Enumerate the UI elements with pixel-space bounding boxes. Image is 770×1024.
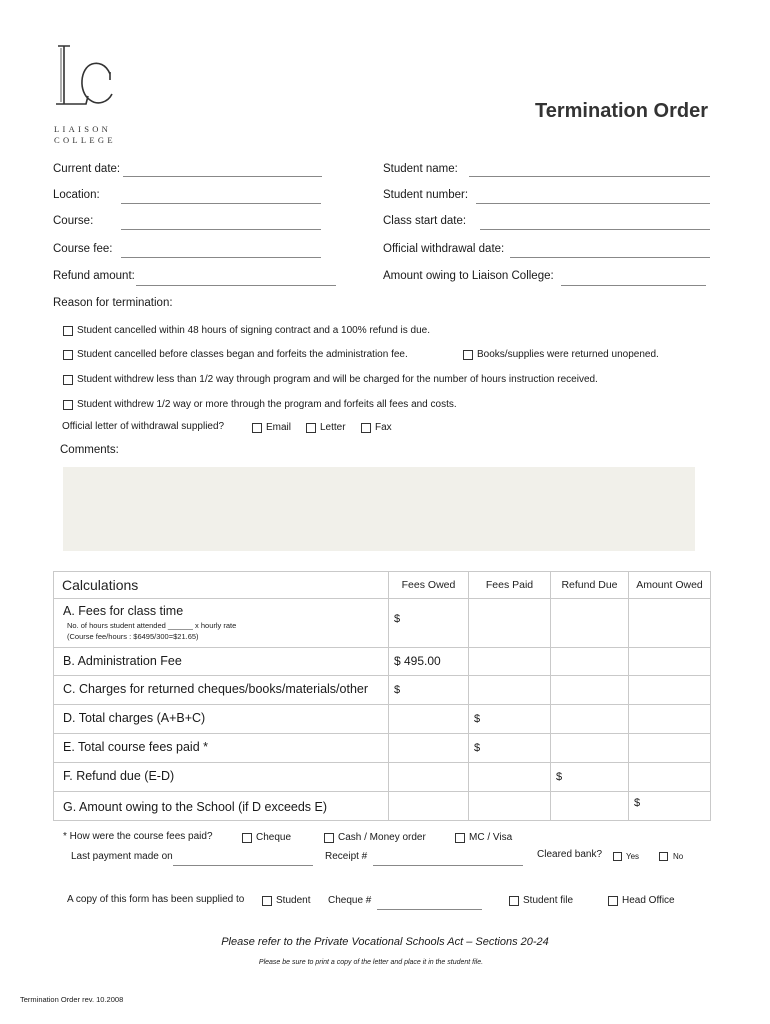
- reason-checkbox-2[interactable]: [63, 350, 73, 360]
- row-g-refund[interactable]: [551, 792, 629, 821]
- table-row: [54, 792, 711, 821]
- row-b-paid[interactable]: [469, 648, 551, 676]
- letter-label: Official letter of withdrawal supplied?: [62, 421, 225, 432]
- calculations-table: [53, 571, 711, 821]
- calc-header-refund-due: Refund Due: [551, 572, 629, 599]
- cleared-no-checkbox[interactable]: [659, 852, 668, 861]
- amount-owing-field[interactable]: [561, 285, 706, 286]
- student-number-field[interactable]: [476, 203, 710, 204]
- payment-cash-checkbox[interactable]: [324, 833, 334, 843]
- books-returned-checkbox[interactable]: [463, 350, 473, 360]
- payment-mcvisa-checkbox[interactable]: [455, 833, 465, 843]
- liaison-college-logo: [52, 42, 116, 116]
- reason-option-1: Student cancelled within 48 hours of signing contract and a 100% refund is due.: [77, 325, 431, 336]
- table-row: [54, 599, 711, 648]
- calc-header-fees-paid: Fees Paid: [469, 572, 551, 599]
- student-number-label: Student number:: [383, 189, 469, 201]
- row-c-amount[interactable]: [629, 676, 711, 705]
- payment-cheque-label: Cheque: [256, 832, 292, 843]
- row-d-amount[interactable]: [629, 705, 711, 734]
- row-f-label: F. Refund due (E-D): [63, 769, 175, 783]
- official-withdrawal-date-label: Official withdrawal date:: [383, 243, 505, 255]
- row-f-refund[interactable]: $: [556, 771, 563, 783]
- copy-student-file-label: Student file: [523, 895, 574, 906]
- current-date-label: Current date:: [53, 163, 121, 175]
- last-payment-field[interactable]: [173, 865, 313, 866]
- copy-head-office-checkbox[interactable]: [608, 896, 618, 906]
- course-label: Course:: [53, 215, 94, 227]
- row-b-owed[interactable]: $ 495.00: [394, 654, 441, 668]
- letter-email-checkbox[interactable]: [252, 423, 262, 433]
- location-label: Location:: [53, 189, 100, 201]
- act-reference: Please refer to the Private Vocational Schools Act – Sections 20-24: [221, 936, 549, 948]
- receipt-field[interactable]: [373, 865, 523, 866]
- copy-label: A copy of this form has been supplied to: [67, 894, 245, 905]
- row-a-owed[interactable]: $: [394, 613, 401, 625]
- table-row: [54, 676, 711, 705]
- logo-line2: COLLEGE: [54, 135, 116, 145]
- reason-checkbox-3[interactable]: [63, 375, 73, 385]
- row-c-owed[interactable]: $: [394, 684, 401, 696]
- calc-header-title: Calculations: [54, 572, 389, 599]
- row-e-owed[interactable]: [389, 734, 469, 763]
- row-c-refund[interactable]: [551, 676, 629, 705]
- letter-email-label: Email: [266, 422, 292, 433]
- course-fee-field[interactable]: [121, 257, 321, 258]
- class-start-date-label: Class start date:: [383, 215, 467, 227]
- letter-fax-checkbox[interactable]: [361, 423, 371, 433]
- row-c-paid[interactable]: [469, 676, 551, 705]
- row-e-refund[interactable]: [551, 734, 629, 763]
- copy-student-checkbox[interactable]: [262, 896, 272, 906]
- location-field[interactable]: [121, 203, 321, 204]
- row-d-label: D. Total charges (A+B+C): [63, 711, 206, 725]
- row-d-refund[interactable]: [551, 705, 629, 734]
- row-f-paid[interactable]: [469, 763, 551, 792]
- table-row: [54, 763, 711, 792]
- reason-option-2: Student cancelled before classes began and forfeits the administration fee.: [77, 349, 408, 360]
- comments-textarea[interactable]: [63, 467, 695, 551]
- receipt-label: Receipt #: [325, 851, 368, 862]
- payment-question: * How were the course fees paid?: [63, 831, 213, 842]
- row-a-amount[interactable]: [629, 599, 711, 648]
- copy-student-label: Student: [276, 895, 311, 906]
- row-a-note2: (Course fee/hours : $6495/300=$21.65): [67, 632, 199, 641]
- row-e-paid[interactable]: $: [474, 742, 481, 754]
- row-a-refund[interactable]: [551, 599, 629, 648]
- table-row: [54, 705, 711, 734]
- row-e-label: E. Total course fees paid *: [63, 740, 208, 754]
- row-g-paid[interactable]: [469, 792, 551, 821]
- print-reminder: Please be sure to print a copy of the letter and place it in the student file.: [258, 959, 484, 966]
- row-a-label: A. Fees for class time: [63, 604, 184, 618]
- current-date-field[interactable]: [123, 176, 322, 177]
- payment-mcvisa-label: MC / Visa: [469, 832, 513, 843]
- logo-line1: LIAISON: [54, 124, 112, 134]
- table-row: [54, 734, 711, 763]
- cheque-number-label: Cheque #: [328, 895, 372, 906]
- row-g-label: G. Amount owing to the School (if D exceeds E): [63, 800, 328, 814]
- revision-note: Termination Order rev. 10.2008: [20, 995, 124, 1004]
- cleared-bank-label: Cleared bank?: [537, 849, 603, 860]
- row-b-label: B. Administration Fee: [63, 654, 182, 668]
- logo-initials: LC: [78, 114, 80, 115]
- row-g-owed[interactable]: [389, 792, 469, 821]
- official-withdrawal-date-field[interactable]: [510, 257, 710, 258]
- calc-header-fees-owed: Fees Owed: [389, 572, 469, 599]
- row-g-amount[interactable]: $: [634, 797, 641, 809]
- letter-letter-label: Letter: [320, 422, 346, 433]
- reason-heading: Reason for termination:: [53, 297, 173, 309]
- books-returned-label: Books/supplies were returned unopened.: [477, 349, 659, 360]
- calc-header-amount-owed: Amount Owed: [629, 572, 711, 599]
- last-payment-label: Last payment made on: [71, 851, 173, 862]
- payment-cheque-checkbox[interactable]: [242, 833, 252, 843]
- student-name-field[interactable]: [469, 176, 710, 177]
- cleared-yes-checkbox[interactable]: [613, 852, 622, 861]
- amount-owing-label: Amount owing to Liaison College:: [383, 270, 554, 282]
- row-a-note1: No. of hours student attended ______ x hourly rate: [67, 621, 237, 630]
- reason-checkbox-1[interactable]: [63, 326, 73, 336]
- cleared-no-label: No: [673, 852, 684, 861]
- letter-fax-label: Fax: [375, 422, 392, 433]
- refund-amount-field[interactable]: [136, 285, 336, 286]
- table-row: [54, 648, 711, 676]
- row-a-paid[interactable]: [469, 599, 551, 648]
- letter-letter-checkbox[interactable]: [306, 423, 316, 433]
- student-name-label: Student name:: [383, 163, 458, 175]
- row-d-paid[interactable]: $: [474, 713, 481, 725]
- row-c-label: C. Charges for returned cheques/books/materials/other: [63, 682, 369, 696]
- row-f-amount[interactable]: [629, 763, 711, 792]
- refund-amount-label: Refund amount:: [53, 270, 135, 282]
- row-f-owed[interactable]: [389, 763, 469, 792]
- copy-head-office-label: Head Office: [622, 895, 675, 906]
- cheque-number-field[interactable]: [377, 909, 482, 910]
- copy-student-file-checkbox[interactable]: [509, 896, 519, 906]
- reason-option-3: Student withdrew less than 1/2 way through program and will be charged for the number of hours instruction received.: [77, 374, 598, 385]
- payment-cash-label: Cash / Money order: [338, 832, 426, 843]
- row-e-amount[interactable]: [629, 734, 711, 763]
- row-b-refund[interactable]: [551, 648, 629, 676]
- reason-checkbox-4[interactable]: [63, 400, 73, 410]
- cleared-yes-label: Yes: [626, 852, 640, 861]
- row-d-owed[interactable]: [389, 705, 469, 734]
- course-field[interactable]: [121, 229, 321, 230]
- comments-label: Comments:: [60, 444, 119, 456]
- row-b-amount[interactable]: [629, 648, 711, 676]
- page-title: Termination Order: [535, 100, 708, 122]
- reason-option-4: Student withdrew 1/2 way or more through the program and forfeits all fees and costs.: [77, 399, 457, 410]
- class-start-date-field[interactable]: [480, 229, 710, 230]
- course-fee-label: Course fee:: [53, 243, 113, 255]
